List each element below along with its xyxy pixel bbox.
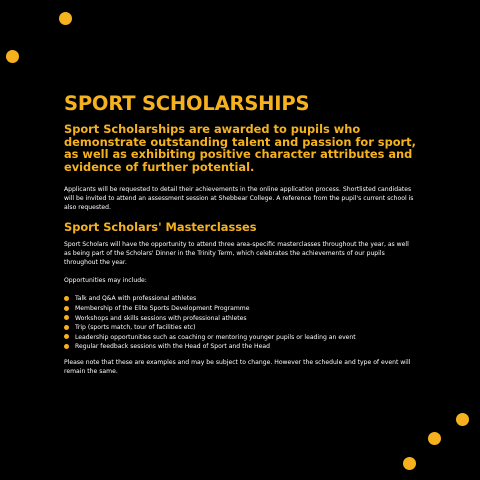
masterclasses-heading: Sport Scholars' Masterclasses <box>64 220 257 235</box>
bullet-icon <box>64 306 69 311</box>
lead-paragraph: Sport Scholarships are awarded to pupils who demonstrate outstanding talent and passion for sport, as well as exhibiting positive character attributes and evidence of further potential. <box>64 122 416 174</box>
page-title: SPORT SCHOLARSHIPS <box>64 92 310 115</box>
list-item <box>64 294 416 304</box>
decor-dot <box>456 413 469 426</box>
bullet-icon <box>64 315 69 320</box>
decor-dot <box>428 432 441 445</box>
masterclasses-paragraph: Sport Scholars will have the opportunity to attend three area-specific masterclasses throughout the year, as well as being part of the Scholars' Dinner in the Trinity Term, which celebrates the achievements of our pupils throughout the year. <box>64 241 409 267</box>
application-paragraph: Applicants will be requested to detail their achievements in the online application process. Shortlisted candidates will be invited to attend an assessment session at Shebbear College. A reference from the pupil's current school is also requested. <box>64 186 414 212</box>
list-item-text: Workshops and skills sessions with professional athletes <box>75 314 247 322</box>
content <box>64 93 416 385</box>
opportunities-intro: Opportunities may include: <box>64 277 147 285</box>
list-item-text: Membership of the Elite Sports Development Programme <box>75 304 250 312</box>
decor-dot <box>59 12 72 25</box>
list-item <box>64 333 416 343</box>
opportunities-list <box>64 294 416 352</box>
note-paragraph: Please note that these are examples and may be subject to change. However the schedule and type of event will remain the same. <box>64 358 411 375</box>
list-item-text: Leadership opportunities such as coaching or mentoring younger pupils or leading an event <box>75 333 356 341</box>
list-item-text: Talk and Q&A with professional athletes <box>75 295 197 303</box>
bullet-icon <box>64 344 69 349</box>
list-item-text: Trip (sports match, tour of facilities etc) <box>75 324 196 332</box>
list-item <box>64 342 416 352</box>
list-item <box>64 314 416 324</box>
bullet-icon <box>64 296 69 301</box>
list-item <box>64 323 416 333</box>
bullet-icon <box>64 325 69 330</box>
bullet-icon <box>64 334 69 339</box>
decor-dot <box>403 457 416 470</box>
decor-dot <box>6 50 19 63</box>
list-item <box>64 304 416 314</box>
list-item-text: Regular feedback sessions with the Head of Sport and the Head <box>75 343 270 351</box>
